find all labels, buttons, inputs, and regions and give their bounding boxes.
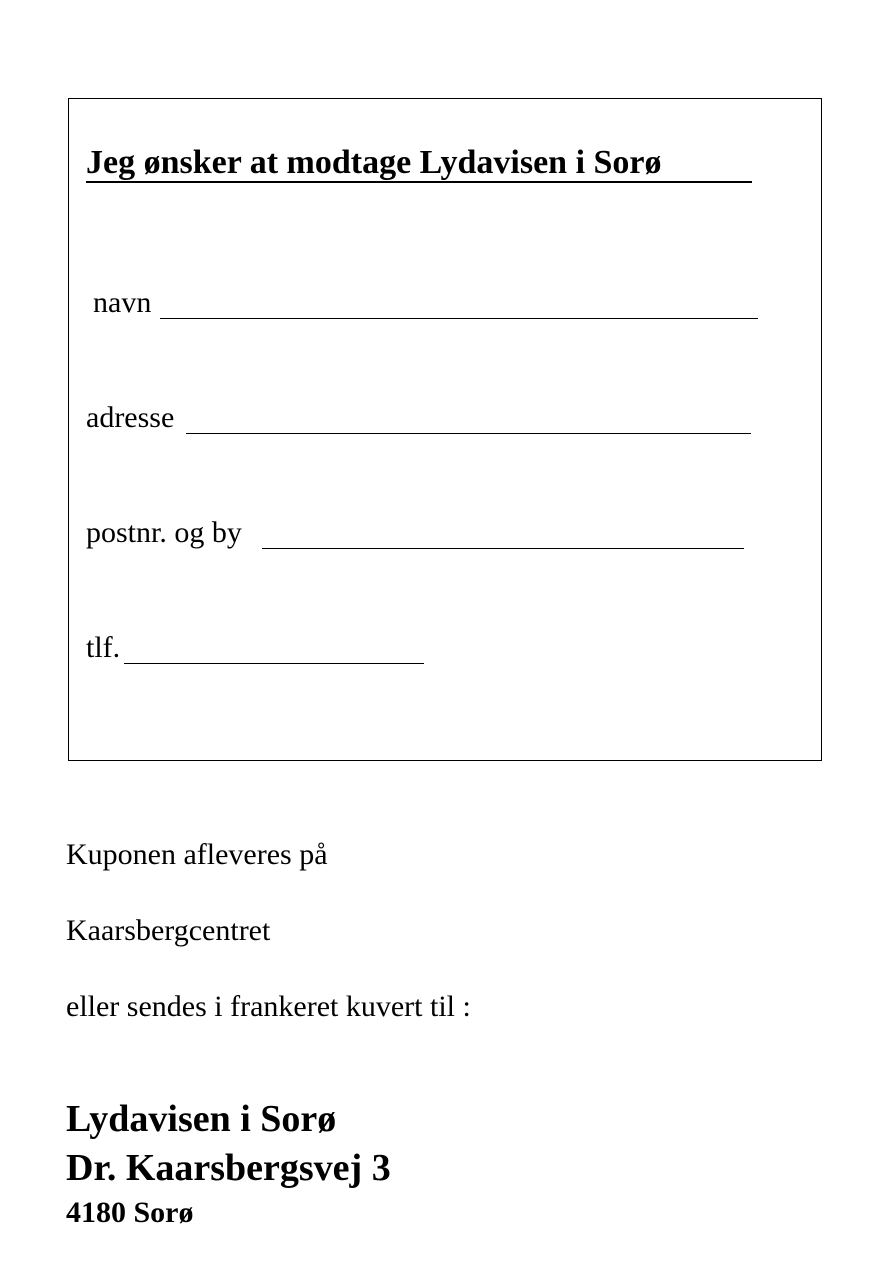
title-underline xyxy=(86,181,752,183)
delivery-instruction: Kuponen afleveres på xyxy=(66,838,328,871)
mail-instruction: eller sendes i frankeret kuvert til : xyxy=(66,990,471,1023)
coupon-box xyxy=(68,98,822,761)
phone-field-line[interactable] xyxy=(124,663,424,664)
address-organization: Lydavisen i Sorø xyxy=(66,1098,337,1140)
delivery-location: Kaarsbergcentret xyxy=(66,914,271,947)
postal-city-field-line[interactable] xyxy=(262,548,744,549)
postal-city-label: postnr. og by xyxy=(86,516,242,549)
coupon-title: Jeg ønsker at modtage Lydavisen i Sorø xyxy=(86,144,662,181)
name-field-line[interactable] xyxy=(160,318,758,319)
address-label: adresse xyxy=(86,401,175,434)
name-label: navn xyxy=(93,286,152,319)
phone-label: tlf. xyxy=(86,631,121,664)
address-city: 4180 Sorø xyxy=(66,1196,194,1229)
address-street: Dr. Kaarsbergsvej 3 xyxy=(66,1147,391,1189)
address-field-line[interactable] xyxy=(186,433,751,434)
